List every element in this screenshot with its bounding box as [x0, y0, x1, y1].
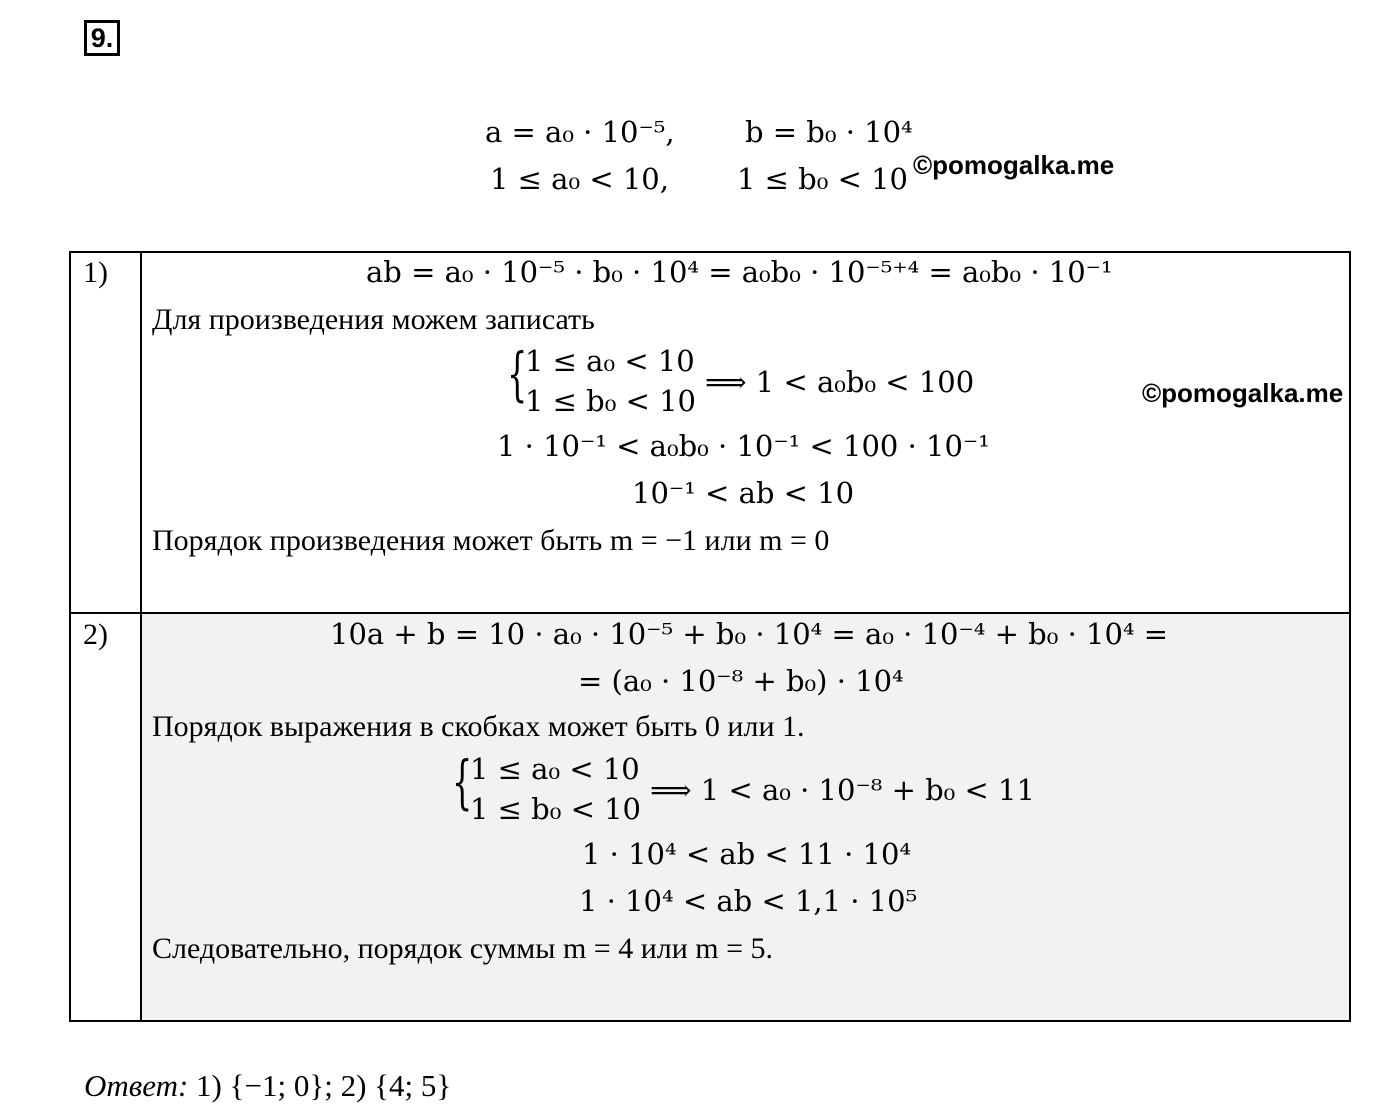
table-row-1-num-cell: [69, 251, 142, 614]
table-row-2-num-cell: [69, 612, 142, 1022]
answer-label: Ответ:: [84, 1068, 189, 1103]
intro-eq-b: b = b₀ · 10⁴: [745, 115, 913, 149]
part1-line3: 1 · 10⁻¹ < a₀b₀ · 10⁻¹ < 100 · 10⁻¹: [497, 429, 990, 463]
part1-line4: 10⁻¹ < ab < 10: [632, 476, 855, 510]
part2-line3: 1 · 10⁴ < ab < 11 · 10⁴: [582, 837, 912, 871]
part2-conclusion: Следовательно, порядок суммы m = 4 или m = 5.: [152, 932, 774, 965]
watermark-top: ©pomogalka.me: [913, 150, 1115, 180]
part2-formula-1: 10a + b = 10 · a₀ · 10⁻⁵ + b₀ · 10⁴ = a₀ · 10⁻⁴ + b₀ · 10⁴ =: [330, 617, 1169, 651]
part1-text: Для произведения можем записать: [152, 303, 595, 336]
brace-icon: {: [507, 340, 528, 408]
part1-implies: ⟹ 1 < a₀b₀ < 100: [705, 365, 975, 399]
part2-line4: 1 · 10⁴ < ab < 1,1 · 10⁵: [579, 884, 918, 918]
part1-conclusion: Порядок произведения может быть m = −1 или m = 0: [152, 524, 830, 557]
answer-text: 1) {−1; 0}; 2) {4; 5}: [196, 1068, 452, 1103]
part1-system-row2: 1 ≤ b₀ < 10: [525, 384, 697, 418]
intro-eq-a: a = a₀ · 10⁻⁵,: [485, 115, 675, 149]
intro-ineq-b: 1 ≤ b₀ < 10: [737, 162, 909, 196]
part1-formula: ab = a₀ · 10⁻⁵ · b₀ · 10⁴ = a₀b₀ · 10⁻⁵⁺⁴ = a₀b₀ · 10⁻¹: [366, 255, 1113, 289]
part2-implies: ⟹ 1 < a₀ · 10⁻⁸ + b₀ < 11: [650, 773, 1035, 807]
problem-number: 9.: [84, 20, 120, 56]
part1-system-row1: 1 ≤ a₀ < 10: [525, 344, 695, 378]
intro-ineq-a: 1 ≤ a₀ < 10,: [490, 162, 669, 196]
watermark-middle: ©pomogalka.me: [1142, 378, 1344, 408]
row-1-label: 1): [83, 256, 108, 289]
row-2-label: 2): [83, 618, 108, 651]
answer: [84, 1070, 451, 1101]
part2-text: Порядок выражения в скобках может быть 0 или 1.: [152, 710, 805, 743]
part2-system-row2: 1 ≤ b₀ < 10: [470, 792, 642, 826]
brace-icon: {: [452, 748, 473, 816]
part2-formula-2: = (a₀ · 10⁻⁸ + b₀) · 10⁴: [578, 664, 904, 698]
part2-system-row1: 1 ≤ a₀ < 10: [470, 752, 640, 786]
